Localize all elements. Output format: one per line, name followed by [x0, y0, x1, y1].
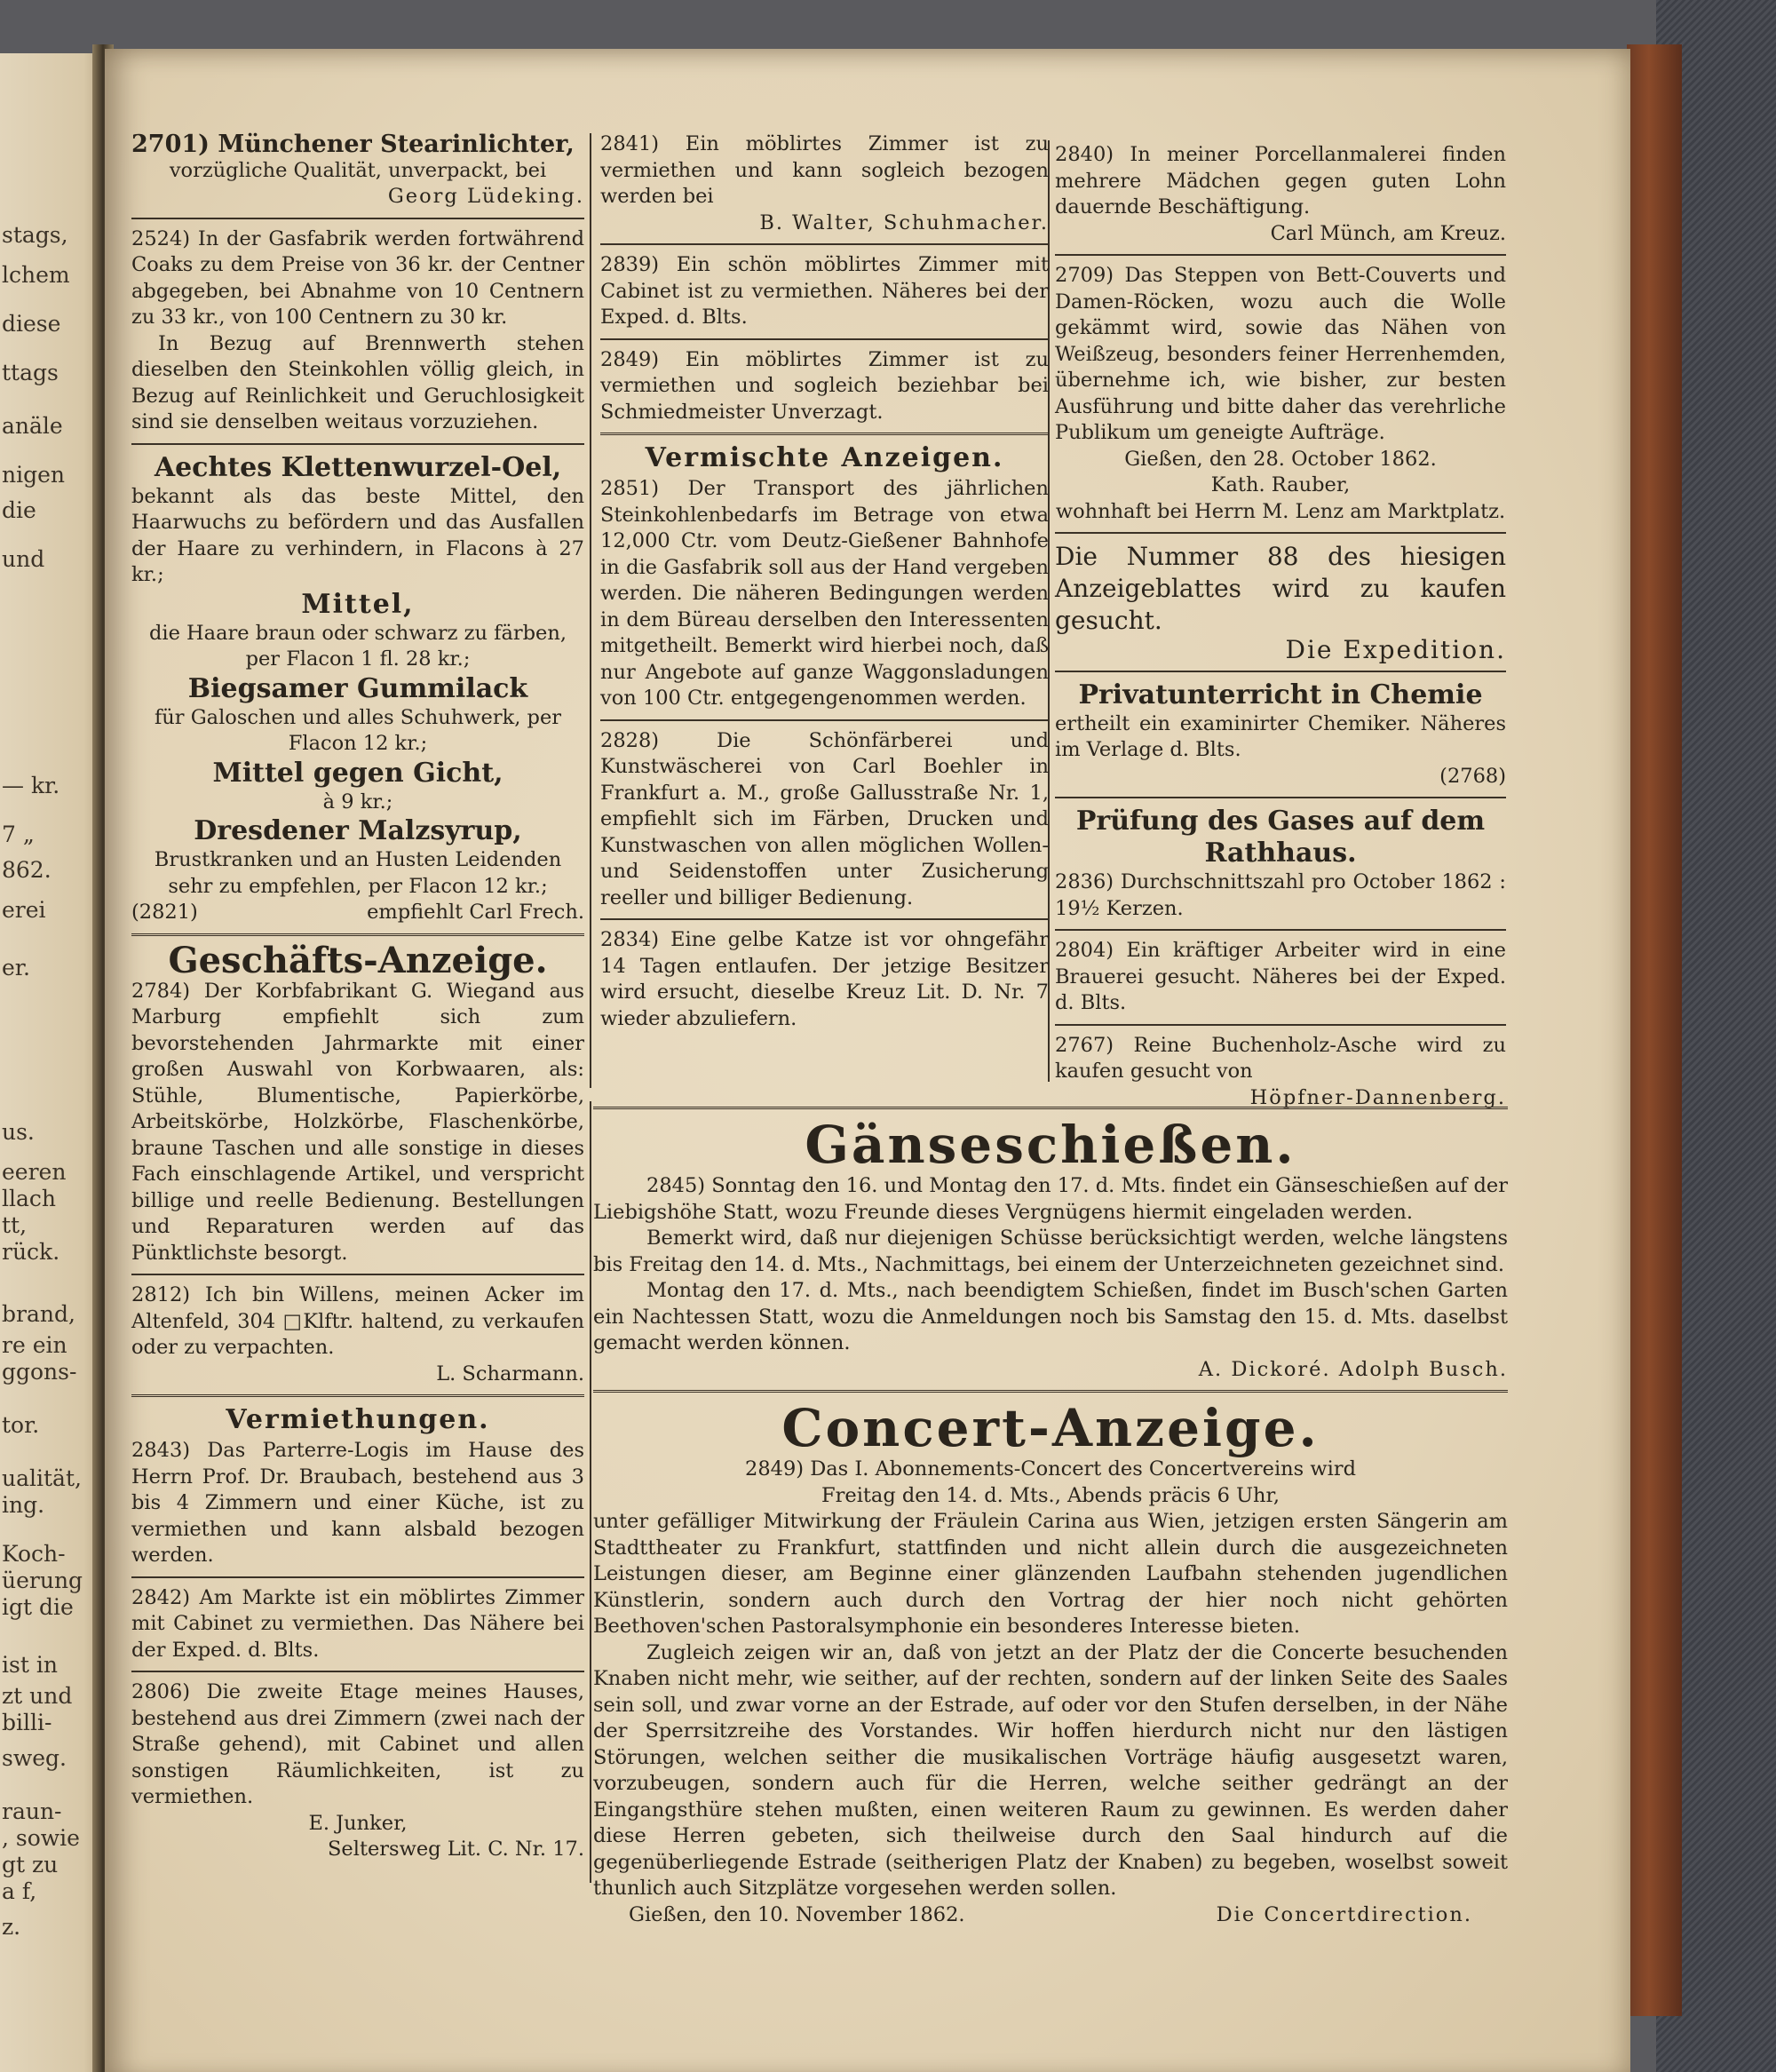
left-page-fragment: z. — [2, 1914, 21, 1940]
ad-2812-text: 2812) Ich bin Willens, meinen Acker im Altenfeld, 304 □Klftr. haltend, zu verkaufen oder zu verpachten. — [131, 1283, 584, 1359]
vermiethungen-heading: Vermiethungen. — [226, 1404, 490, 1435]
left-page-fragment: llach — [2, 1186, 56, 1211]
ad-2843-text: 2843) Das Parterre-Logis im Hause des Herrn Prof. Dr. Braubach, bestehend aus 3 bis 4 Zimmern und einer Küche, ist zu vermiethen und kann alsbald bezogen werden. — [131, 1439, 584, 1567]
ad-2812-signature: L. Scharmann. — [436, 1361, 584, 1385]
column-2 — [600, 131, 1049, 1037]
rule — [600, 243, 1049, 245]
ad-2821-text-3: für Galoschen und alles Schuhwerk, per Flacon 12 kr.; — [154, 705, 562, 755]
left-page-fragment: und — [2, 546, 45, 572]
ad-2821-heading-2: Mittel, — [301, 588, 415, 620]
ad-2845-text: 2845) Sonntag den 16. und Montag den 17. d. Mts. findet ein Gänseschießen auf der Liebigshöhe Statt, wozu Freunde dieses Vergnügens hiermit eingeladen werden. — [593, 1174, 1508, 1224]
ad-2701-title: 2701) Münchener Stearinlichter, — [131, 131, 575, 158]
left-page-fragment: lchem — [2, 262, 70, 288]
ad-nummer — [1055, 541, 1506, 663]
column-divider-1 — [590, 133, 591, 1088]
left-page-fragment: nigen — [2, 462, 65, 488]
ad-2849-concert-date: Freitag den 14. d. Mts., Abends präcis 6 Uhr, — [821, 1483, 1280, 1507]
left-page-fragment: diese — [2, 311, 61, 337]
left-page-fragment: Koch- — [2, 1541, 66, 1567]
rule — [1055, 1024, 1506, 1026]
ad-2821-text-1: bekannt als das beste Mittel, den Haarwuchs zu befördern und das Ausfallen der Haare zu verhindern, in Flacons à 27 kr.; — [131, 484, 584, 586]
ad-2821-text-5: Brustkranken und an Husten Leidenden sehr zu empfehlen, per Flacon 12 kr.; — [154, 848, 562, 898]
ad-2821 — [131, 452, 584, 926]
ad-2849-text: 2849) Ein möblirtes Zimmer ist zu vermiethen und sogleich beziehbar bei Schmiedmeister Unverzagt. — [600, 347, 1049, 424]
wide-section — [593, 1100, 1508, 1933]
rule — [131, 1274, 584, 1275]
ad-2804 — [1055, 938, 1506, 1017]
ad-2524-text: 2524) In der Gasfabrik werden fortwährend Coaks zu dem Preise von 36 kr. der Centner abgegeben, bei Abnahme von 10 Centnern zu 33 kr., von 100 Centnern zu 30 kr. — [131, 226, 584, 329]
ad-2851-text: 2851) Der Transport des jährlichen Steinkohlenbedarfs im Betrage von etwa 12,000 Ctr. vom Deutz-Gießener Bahnhofe in die Gasfabrik soll aus der Hand vergeben werden. Die näheren Bedingungen werden in dem Büreau derselben den Interessenten mitgetheilt. Bemerkt wird hierbei noch, daß nur Angebote auf ganze Waggonsladungen von 100 Ctr. entgegengenommen werden. — [600, 477, 1049, 710]
column-1 — [131, 131, 584, 1869]
ad-gaenseschiessen — [593, 1116, 1508, 1383]
rule — [131, 1394, 584, 1397]
ad-2804-text: 2804) Ein kräftiger Arbeiter wird in eine Brauerei gesucht. Näheres bei der Exped. d. Blts. — [1055, 939, 1506, 1014]
ad-2836-text: 2836) Durchschnittszahl pro October 1862 : 19½ Kerzen. — [1055, 870, 1506, 920]
ad-2701-text: vorzügliche Qualität, unverpackt, bei — [169, 158, 547, 182]
ad-2849-concert-text-2: unter gefälliger Mitwirkung der Fräulein Carina aus Wien, jetzigen ersten Sängerin am Stadttheater zu Frankfurt, stattfinden und nicht allein durch die ausgezeichneten Leistungen dieser, am Beginne einer glänzenden Laufbahn stehenden jugendlichen Künstlerin, sondern auch durch den Vortrag der hier noch nicht gehörten Beethoven'schen Pastoralsymphonie ein besonderes Interesse bieten. — [593, 1510, 1508, 1638]
ad-2806-text: 2806) Die zweite Etage meines Hauses, bestehend aus drei Zimmern (zwei nach der Straße gehend), mit Cabinet und allen sonstigen Räumlichkeiten, ist zu vermiethen. — [131, 1680, 584, 1808]
ad-2828 — [600, 728, 1049, 912]
left-page-fragment: — kr. — [2, 773, 60, 798]
rule — [600, 719, 1049, 721]
left-page-fragment: ttags — [2, 360, 59, 385]
left-page-fragment: ualität, — [2, 1465, 82, 1491]
ad-2784-text: 2784) Der Korbfabrikant G. Wiegand aus Marburg empfiehlt sich zum bevorstehenden Jahrmarkte mit einer großen Auswahl von Korbwaaren, als: Stühle, Blumentische, Papierkörbe, Arbeitskörbe, Holzkörbe, Flaschenkörbe, braune Taschen und alle sonstige in dieses Fach einschlagende Artikel, und verspricht billige und reelle Bedienung. Bestellungen und Reparaturen werden auf das Pünktlichste besorgt. — [131, 979, 584, 1265]
ad-2806-address: Seltersweg Lit. C. Nr. 17. — [328, 1838, 584, 1861]
ad-2842-text: 2842) Am Markte ist ein möblirtes Zimmer mit Cabinet zu vermiethen. Das Nähere bei der Exped. d. Blts. — [131, 1585, 584, 1662]
ad-2524 — [131, 226, 584, 436]
nummer-88-signature: Die Expedition. — [1285, 635, 1506, 664]
left-page-fragment: tor. — [2, 1412, 40, 1438]
left-page-fragment: eeren — [2, 1159, 67, 1185]
ad-2840 — [1055, 142, 1506, 247]
left-page-fragment: erei — [2, 897, 46, 923]
ad-2843 — [131, 1438, 584, 1569]
left-page-fragment: , sowie — [2, 1825, 80, 1851]
ad-geschaefts — [131, 939, 584, 1267]
vermischte-heading: Vermischte Anzeigen. — [645, 442, 1004, 473]
ad-2834-text: 2834) Eine gelbe Katze ist vor ohngefähr 14 Tagen entlaufen. Der jetzige Besitzer wird ersucht, dieselbe Kreuz Lit. D. Nr. 7 wieder abzuliefern. — [600, 928, 1049, 1030]
rule — [1055, 254, 1506, 256]
ad-pruefung — [1055, 806, 1506, 922]
left-page-fragment: sweg. — [2, 1745, 67, 1771]
rule — [593, 1390, 1508, 1393]
left-page-fragment: zt und — [2, 1683, 73, 1709]
left-page-fragment: brand, — [2, 1301, 75, 1327]
privatunterricht-text: ertheilt ein examinirter Chemiker. Näheres im Verlage d. Blts. — [1055, 711, 1506, 761]
left-page-edge — [0, 53, 105, 2072]
ad-2828-text: 2828) Die Schönfärberei und Kunstwäscherei von Carl Boehler in Frankfurt a. M., große Gallusstraße Nr. 1, empfiehlt sich im Färben, Drucken und Kunstwaschen von allen möglichen Wollen- und Seidenstoffen unter Zusicherung reeller und billiger Bedienung. — [600, 728, 1049, 909]
rule — [131, 443, 584, 445]
rule — [593, 1107, 1508, 1109]
ad-2821-text-2: die Haare braun oder schwarz zu färben, per Flacon 1 fl. 28 kr.; — [148, 621, 567, 671]
ad-2709 — [1055, 263, 1506, 525]
left-page-fragment: tt, — [2, 1212, 28, 1238]
ad-2709-date: Gießen, den 28. October 1862. — [1124, 447, 1437, 471]
ad-2812 — [131, 1282, 584, 1387]
ad-2821-signature: empfiehlt Carl Frech. — [367, 901, 584, 924]
ad-2845-signature: A. Dickoré. Adolph Busch. — [1198, 1357, 1508, 1381]
ad-2834 — [600, 927, 1049, 1032]
rule — [131, 1576, 584, 1578]
concert-footer — [593, 1902, 1508, 1929]
left-page-fragment: er. — [2, 955, 30, 980]
ad-2701-signature: Georg Lüdeking. — [387, 185, 584, 208]
ad-2767-signature: Höpfner-Dannenberg. — [1249, 1085, 1506, 1109]
privatunterricht-number: (2768) — [1439, 764, 1506, 788]
left-page-fragment: die — [2, 497, 36, 523]
rule — [131, 933, 584, 936]
left-page-fragment: igt die — [2, 1594, 74, 1620]
ad-2841 — [600, 131, 1049, 236]
ad-2841-signature: B. Walter, Schuhmacher. — [759, 210, 1049, 234]
ad-2806-signature: E. Junker, — [308, 1811, 408, 1835]
rule — [1055, 671, 1506, 672]
left-page-fragment: anäle — [2, 413, 63, 439]
rule — [1055, 532, 1506, 534]
left-page-fragment: 862. — [2, 857, 52, 883]
rule — [600, 918, 1049, 920]
left-page-fragment: ing. — [2, 1492, 45, 1518]
pruefung-heading-2: Rathhaus. — [1204, 838, 1357, 869]
privatunterricht-heading: Privatunterricht in Chemie — [1078, 679, 1483, 711]
left-page-fragment: raun- — [2, 1798, 62, 1824]
ad-2821-text-4: à 9 kr.; — [322, 790, 393, 814]
rule — [1055, 797, 1506, 798]
left-page-fragment: rück. — [2, 1239, 60, 1265]
ad-2821-heading-5: Dresdener Malzsyrup, — [194, 815, 522, 846]
left-page-fragment: stags, — [2, 222, 68, 248]
ad-2821-heading-3: Biegsamer Gummilack — [187, 672, 528, 704]
geschaefts-heading: Geschäfts-Anzeige. — [168, 939, 548, 981]
ad-2845-text-2: Bemerkt wird, daß nur diejenigen Schüsse berücksichtigt werden, welche längstens bis Freitag den 14. d. Mts., Nachmittags, bei einem der Unterzeichneten gezeichnet sind. — [593, 1227, 1508, 1276]
ad-2701 — [131, 131, 584, 210]
ad-2849-concert-text-3: Zugleich zeigen wir an, daß von jetzt an der Platz der die Concerte besuchenden Knaben nicht mehr, wie seither, auf der rechten, sondern auf der linken Seite des Saales sein soll, und zwar vorne an der Estrade, auf oder vor den Stufen derselben, in der Nähe der Sperrsitzreihe des Vorstandes. Wir hoffen hierdurch nicht nur den lästigen Störungen, welchen seither die musikalischen Vorträge häufig ausgesetzt waren, vorzubeugen, sondern auch für die Herren, welche seither gedrängt an der Eingangsthüre stehen mußten, einen weiteren Raum zu gewinnen. Es werden daher diese Herren gebeten, sich theilweise durch den Saal hindurch auf die gegenüberliegende Estrade (seitherigen Platz der Knaben) zu begeben, woselbst soweit thunlich auch Sitzplätze vorgesehen werden sollen. — [593, 1640, 1508, 1900]
ad-2709-address: wohnhaft bei Herrn M. Lenz am Marktplatz. — [1055, 499, 1506, 523]
ad-2851 — [600, 476, 1049, 712]
left-page-fragment: gt zu — [2, 1852, 59, 1878]
ad-concert — [593, 1400, 1508, 1928]
ad-2821-number: (2821) — [131, 901, 198, 924]
rule — [1055, 929, 1506, 931]
ad-2845-text-3: Montag den 17. d. Mts., nach beendigtem Schießen, findet im Busch'schen Garten ein Nachtessen Statt, wozu die Anmeldungen noch bis Samstag den 15. d. Mts. daselbst gemacht werden können. — [593, 1279, 1508, 1354]
left-page-fragment: billi- — [2, 1710, 52, 1735]
ad-2849a — [600, 347, 1049, 426]
left-page-fragment: ggons- — [2, 1359, 77, 1385]
ad-privat — [1055, 679, 1506, 790]
ad-2806 — [131, 1679, 584, 1863]
column-3 — [1055, 142, 1506, 1116]
left-page-fragment: ist in — [2, 1652, 58, 1678]
concert-anzeige-heading: Concert-Anzeige. — [781, 1398, 1320, 1458]
ad-2839 — [600, 252, 1049, 331]
book-cover-edge — [1627, 44, 1682, 2016]
nummer-88-text: Die Nummer 88 des hiesigen Anzeigeblattes wird zu kaufen gesucht. — [1055, 542, 1506, 635]
concert-date-line: Gießen, den 10. November 1862. — [629, 1902, 965, 1926]
ad-2767-text: 2767) Reine Buchenholz-Asche wird zu kaufen gesucht von — [1055, 1033, 1506, 1083]
left-page-fragment: a f, — [2, 1878, 37, 1904]
left-page-fragment: re ein — [2, 1332, 67, 1358]
ad-2709-signature: Kath. Rauber, — [1210, 473, 1351, 496]
left-page-fragment: us. — [2, 1119, 35, 1145]
rule — [131, 218, 584, 219]
rule — [131, 1671, 584, 1672]
ad-2821-footer — [131, 900, 584, 926]
ad-2524-text2: In Bezug auf Brennwerth stehen dieselben den Steinkohlen völlig gleich, in Bezug auf Reinlichkeit und Geruchlosigkeit sind sie denselben weitaus vorzuziehen. — [131, 331, 584, 433]
ad-2842 — [131, 1585, 584, 1664]
ad-2821-heading-1: Aechtes Klettenwurzel-Oel, — [154, 451, 562, 483]
pruefung-heading: Prüfung des Gases auf dem — [1075, 806, 1486, 837]
left-page-fragment: 7 „ — [2, 822, 35, 847]
ad-2840-signature: Carl Münch, am Kreuz. — [1270, 221, 1506, 245]
ad-2849-concert-text: 2849) Das I. Abonnements-Concert des Concertvereins wird — [745, 1457, 1356, 1481]
ad-2709-text: 2709) Das Steppen von Bett-Couverts und Damen-Röcken, wozu auch die Wolle gekämmt wird, sowie das Nähen von Weißzeug, besonders feiner Herrenhemden, übernehme ich, wie bisher, zur besten Ausführung und bitte daher das verehrliche Publikum um geneigte Aufträge. — [1055, 264, 1506, 444]
column-divider-3 — [590, 1101, 591, 1883]
rule — [600, 338, 1049, 340]
gaenseschiessen-heading: Gänseschießen. — [805, 1115, 1296, 1175]
ad-2840-text: 2840) In meiner Porcellanmalerei finden mehrere Mädchen gegen guten Lohn dauernde Beschäftigung. — [1055, 143, 1506, 218]
concert-signature: Die Concertdirection. — [1216, 1902, 1472, 1926]
left-page-fragment: üerung — [2, 1568, 83, 1593]
ad-2821-heading-4: Mittel gegen Gicht, — [212, 757, 503, 789]
ad-2839-text: 2839) Ein schön möblirtes Zimmer mit Cabinet ist zu vermiethen. Näheres bei der Exped. d. Blts. — [600, 253, 1049, 329]
ad-2841-text: 2841) Ein möblirtes Zimmer ist zu vermiethen und kann sogleich bezogen werden bei — [600, 132, 1049, 208]
rule — [600, 433, 1049, 435]
